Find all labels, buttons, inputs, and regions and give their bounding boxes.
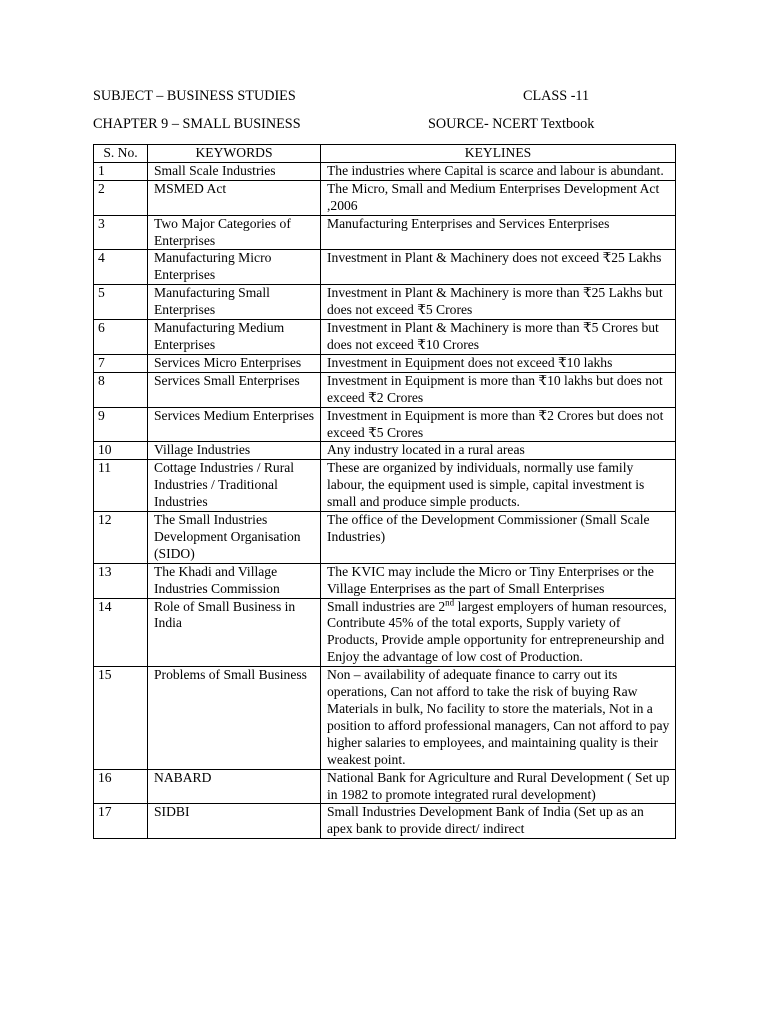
row-number: 15 [94, 667, 148, 769]
row-number: 10 [94, 442, 148, 460]
table-row [94, 285, 676, 320]
column-header-keywords: KEYWORDS [148, 145, 321, 163]
row-number: 11 [94, 460, 148, 512]
table-row [94, 804, 676, 839]
table-row [94, 598, 676, 667]
subject-line: SUBJECT – BUSINESS STUDIES [93, 88, 296, 104]
source-line: SOURCE- NCERT Textbook [428, 116, 595, 132]
ordinal-suffix: nd [445, 597, 455, 608]
table-row [94, 215, 676, 250]
row-keyword: The Khadi and Village Industries Commission [148, 563, 321, 598]
row-keyword: The Small Industries Development Organisation (SIDO) [148, 512, 321, 564]
row-keyline: The Micro, Small and Medium Enterprises Development Act ,2006 [321, 180, 676, 215]
row-keyline: Investment in Equipment does not exceed ₹10 lakhs [321, 354, 676, 372]
table-row [94, 354, 676, 372]
row-keyword: Two Major Categories of Enterprises [148, 215, 321, 250]
row-keyline: The industries where Capital is scarce and labour is abundant. [321, 162, 676, 180]
row-keyline: Small Industries Development Bank of India (Set up as an apex bank to provide direct/ indirect [321, 804, 676, 839]
row-keyline: Non – availability of adequate finance to carry out its operations, Can not afford to take the risk of buying Raw Materials in bulk, No facility to store the materials, Not in a position to afford professional managers, Can not afford to pay higher salaries to employees, and maintaining quality is their weakest point. [321, 667, 676, 769]
row-keyword: Manufacturing Medium Enterprises [148, 320, 321, 355]
row-number: 17 [94, 804, 148, 839]
row-keyline: Any industry located in a rural areas [321, 442, 676, 460]
row-keyline: Investment in Equipment is more than ₹2 Crores but does not exceed ₹5 Crores [321, 407, 676, 442]
row-keyline: Investment in Plant & Machinery is more than ₹5 Crores but does not exceed ₹10 Crores [321, 320, 676, 355]
row-keyline: Investment in Equipment is more than ₹10 lakhs but does not exceed ₹2 Crores [321, 372, 676, 407]
row-keyline: The KVIC may include the Micro or Tiny Enterprises or the Village Enterprises as the part of Small Enterprises [321, 563, 676, 598]
row-keyword: Services Micro Enterprises [148, 354, 321, 372]
keywords-table [93, 144, 676, 839]
row-number: 13 [94, 563, 148, 598]
row-keyword: Small Scale Industries [148, 162, 321, 180]
keyline-text: Small industries are 2 [327, 598, 446, 614]
row-keyline: The office of the Development Commissioner (Small Scale Industries) [321, 512, 676, 564]
table-row [94, 250, 676, 285]
row-keyword: Problems of Small Business [148, 667, 321, 769]
row-number: 5 [94, 285, 148, 320]
column-header-keylines: KEYLINES [321, 145, 676, 163]
table-row [94, 769, 676, 804]
row-number: 12 [94, 512, 148, 564]
row-number: 4 [94, 250, 148, 285]
row-keyline: Investment in Plant & Machinery is more than ₹25 Lakhs but does not exceed ₹5 Crores [321, 285, 676, 320]
row-keyword: Services Medium Enterprises [148, 407, 321, 442]
row-keyword: Manufacturing Small Enterprises [148, 285, 321, 320]
table-row [94, 512, 676, 564]
row-number: 7 [94, 354, 148, 372]
column-header-sno: S. No. [94, 145, 148, 163]
table-row [94, 372, 676, 407]
row-keyline: Investment in Plant & Machinery does not exceed ₹25 Lakhs [321, 250, 676, 285]
table-header-row [94, 145, 676, 163]
row-keyword: SIDBI [148, 804, 321, 839]
row-keyword: MSMED Act [148, 180, 321, 215]
row-number: 1 [94, 162, 148, 180]
table-row [94, 162, 676, 180]
row-number: 3 [94, 215, 148, 250]
table-row [94, 442, 676, 460]
row-keyword: Manufacturing Micro Enterprises [148, 250, 321, 285]
row-keyword: Village Industries [148, 442, 321, 460]
row-keyline: National Bank for Agriculture and Rural Development ( Set up in 1982 to promote integrated rural development) [321, 769, 676, 804]
row-keyword: Role of Small Business in India [148, 598, 321, 667]
table-row [94, 460, 676, 512]
row-keyline: These are organized by individuals, normally use family labour, the equipment used is simple, capital investment is small and produce simple products. [321, 460, 676, 512]
row-keyword: NABARD [148, 769, 321, 804]
row-number: 6 [94, 320, 148, 355]
table-row [94, 407, 676, 442]
class-line: CLASS -11 [523, 88, 590, 104]
keyline-text: largest employers of human resources, Contribute 45% of the total exports, Supply variety of Products, Provide ample opportunity for entrepreneurship and Enjoy the advantage of low cost of Production. [327, 598, 667, 665]
row-number: 8 [94, 372, 148, 407]
table-row [94, 667, 676, 769]
row-keyword: Cottage Industries / Rural Industries / Traditional Industries [148, 460, 321, 512]
row-keyword: Services Small Enterprises [148, 372, 321, 407]
row-keyline [321, 598, 676, 667]
row-number: 2 [94, 180, 148, 215]
table-row [94, 180, 676, 215]
row-number: 16 [94, 769, 148, 804]
row-keyline: Manufacturing Enterprises and Services Enterprises [321, 215, 676, 250]
row-number: 9 [94, 407, 148, 442]
table-row [94, 563, 676, 598]
chapter-line: CHAPTER 9 – SMALL BUSINESS [93, 116, 301, 132]
table-row [94, 320, 676, 355]
row-number: 14 [94, 598, 148, 667]
